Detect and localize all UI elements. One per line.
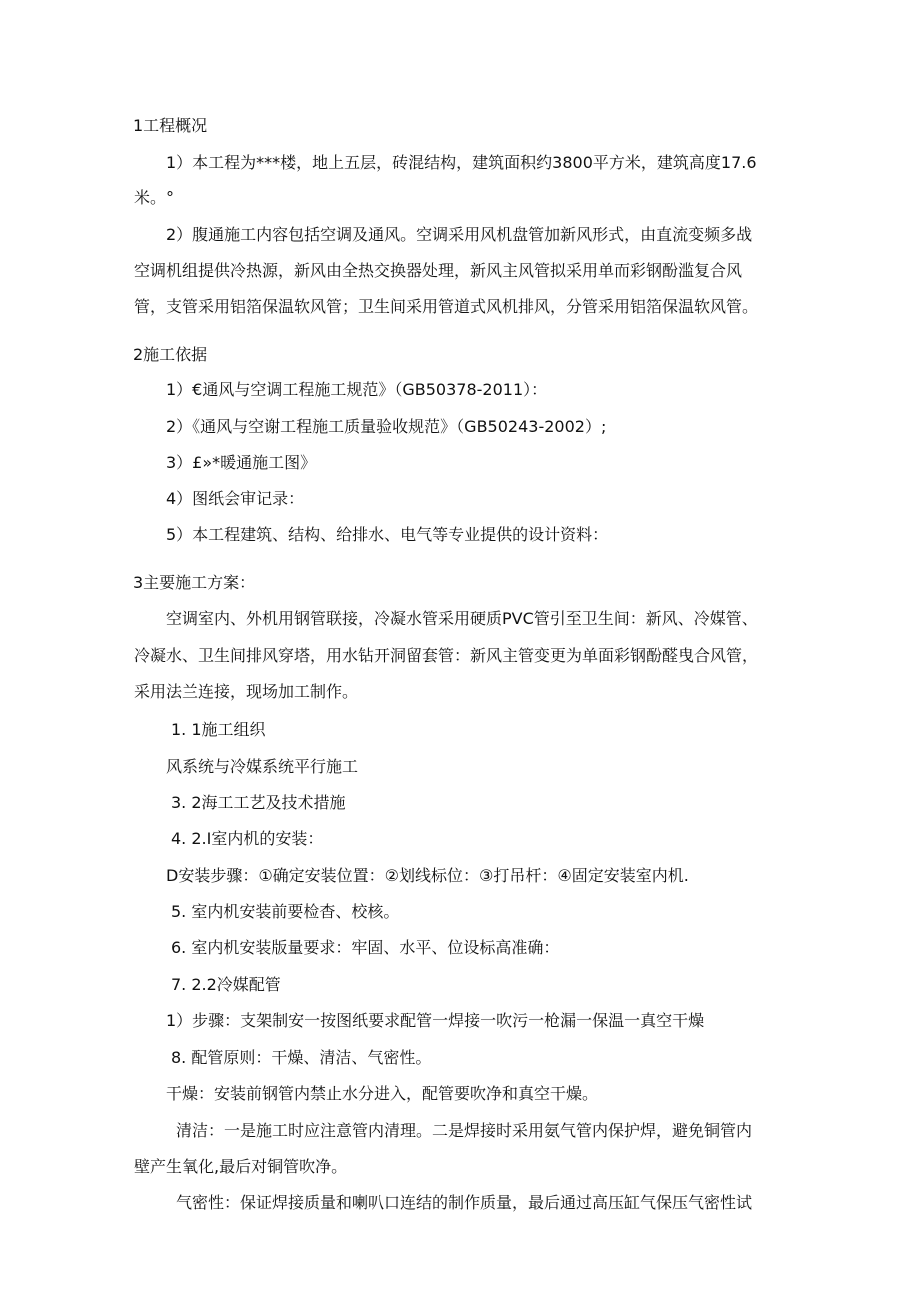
list-item: 8. 配管原则：干燥、清洁、气密性。	[171, 1048, 432, 1067]
paragraph-line: 气密性：保证焊接质量和喇叭口连结的制作质量，最后通过高压缸气保压气密性试	[176, 1193, 753, 1212]
section-3-heading: 3主要施工方案：	[133, 573, 256, 592]
list-item: 6. 室内机安装版量要求：牢固、水平、位设标高准确：	[171, 938, 560, 957]
list-item: 2）《通风与空谢工程施工质量验收规范》（GB50243-2002）;	[166, 417, 607, 436]
paragraph-line: 冷凝水、卫生间排风穿塔，用水钻开洞留套管：新风主管变更为单面彩钢酚醛曳合风管，	[134, 646, 759, 665]
paragraph-line: 1）本工程为***楼，地上五层，砖混结构，建筑面积约3800平方米，建筑高度17.6	[166, 153, 757, 172]
list-item: 4）图纸会审记录：	[166, 489, 305, 508]
list-item: 干燥：安装前钢管内禁止水分进入，配管要吹净和真空干燥。	[166, 1084, 599, 1103]
paragraph-line: 采用法兰连接，现场加工制作。	[134, 682, 359, 701]
section-2-heading: 2施工依据	[133, 345, 208, 364]
list-item: D安装步骤：①确定安装位置：②划线标位：③打吊杆：④固定安装室内机.	[166, 866, 689, 885]
list-item: 3）£»*暖通施工图》	[166, 453, 317, 472]
section-1-heading: 1工程概况	[133, 116, 208, 135]
paragraph-line: 空调机组提供冷热源，新风由全热交换器处理，新风主风管拟采用单而彩钢酚滥复合风	[134, 261, 743, 280]
list-item: 1）€通风与空调工程施工规范》（GB50378-2011）：	[166, 380, 548, 399]
list-item: 5. 室内机安装前要检杳、校核。	[171, 902, 400, 921]
list-item: 3. 2海工工艺及技术措施	[171, 793, 346, 812]
paragraph-line: 清洁：一是施工时应注意管内清理。二是焊接时采用氨气管内保护焊，避免铜管内	[176, 1121, 753, 1140]
paragraph-line: 管，支管采用铝箔保温软风管；卫生间采用管道式风机排风，分管采用铝箔保温软风管。	[134, 297, 759, 316]
paragraph-line: 米。°	[134, 188, 175, 207]
list-item: 1）步骤：支架制安一按图纸要求配管一焊接一吹污一枪漏一保温一真空干燥	[166, 1011, 705, 1030]
list-item: 风系统与冷媒系统平行施工	[166, 757, 359, 776]
list-item: 7. 2.2冷媒配管	[171, 975, 281, 994]
list-item: 1. 1施工组织	[171, 720, 266, 739]
paragraph-line: 壁产生氧化,最后对铜管吹净。	[134, 1157, 348, 1176]
list-item: 4. 2.I室内机的安装：	[171, 829, 324, 848]
paragraph-line: 空调室内、外机用钢管联接，冷凝水管采用硬质PVC管引至卫生间：新风、冷媒管、	[166, 609, 758, 628]
list-item: 5）本工程建筑、结构、给排水、电气等专业提供的设计资料：	[166, 525, 609, 544]
paragraph-line: 2）腹通施工内容包括空调及通风。空调采用风机盘管加新风形式，由直流变频多战	[166, 225, 753, 244]
